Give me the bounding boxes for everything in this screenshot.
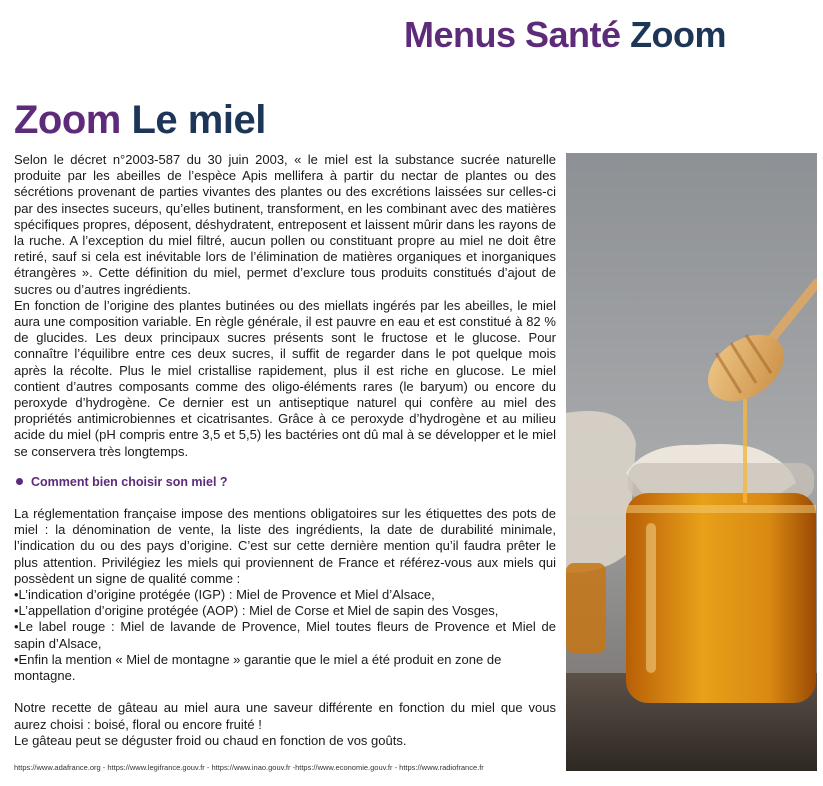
paragraph-degustation: Le gâteau peut se déguster froid ou chaud en fonction de vos goûts. <box>14 732 407 748</box>
title-zoom: Zoom <box>14 98 121 142</box>
bullet-label-rouge: •Le label rouge : Miel de lavande de Provence, Miel toutes fleurs de Provence et Miel de sapin d’Alsace, <box>14 619 556 651</box>
honey-drip <box>743 393 747 503</box>
sources-footnote: https://www.adafrance.org - https://www.legifrance.gouv.fr - https://www.inao.gouv.fr -https://www.economie.gouv.fr - https://www.radiofrance.fr <box>14 763 484 772</box>
jar-highlight <box>626 505 816 513</box>
header-menus-sante: Menus Santé <box>404 14 621 55</box>
bullet-dot-icon <box>16 478 23 485</box>
bullet-montagne: •Enfin la mention « Miel de montagne » garantie que le miel a été produit en zone de montagne. <box>14 651 502 684</box>
article-title <box>14 98 266 143</box>
article-body <box>14 152 556 749</box>
paragraph-recette: Notre recette de gâteau au miel aura une saveur différente en fonction du miel que vous aurez choisi : boisé, floral ou encore fruité ! <box>14 700 556 732</box>
header-zoom: Zoom <box>630 14 727 55</box>
paragraph-definition: Selon le décret n°2003-587 du 30 juin 2003, « le miel est la substance sucrée naturelle produite par les abeilles de l’espèce Apis mellifera à partir du nectar de plantes ou des sécrétions provenant de parties vivantes des plantes ou des excrétions laissées sur celles-ci par des insectes suceurs, qu’elles butinent, transforment, en les combinant avec des matières spécifiques propres, déposent, déshydratent, entreposent et laissent mûrir dans les rayons de la ruche. A l’exception du miel filtré, aucun pollen ou constituant propre au miel ne doit être retiré, sauf si cela est inévitable lors de l’élimination de matières organiques et inorganiques étrangères ». Cette définition du miel, permet d’exclure tous produits constitués d’ajout de sucres ou d’autres ingrédients. <box>14 152 556 297</box>
section-heading <box>14 474 556 490</box>
honey-jar-photo <box>566 153 817 771</box>
bullet-igp: •L’indication d’origine protégée (IGP) : Miel de Provence et Miel d’Alsace, <box>14 587 435 603</box>
paragraph-composition: En fonction de l’origine des plantes butinées ou des miellats ingérés par les abeilles, le miel aura une composition variable. En règle générale, il est pauvre en eau et est constitué à 82 % de glucides. Les deux principaux sucres présents sont le fructose et le glucose. Pour connaître l’équilibre entre ces deux sucres, il suffit de regarder dans le pot quelque mois après la récolte. Plus le miel cristallise rapidement, plus il est riche en glucose. Le miel contient d’autres composants comme des oligo-éléments rares (le baryum) ou encore du peroxyde d’hydrogène. Ce dernier est un antiseptique naturel qui confère au miel des propriétés antimicrobiennes et cicatrisantes. Grâce à ce peroxyde d’hydrogène et au milieu acide du miel (pH compris entre 3,5 et 5,5) les bactéries ont dû mal à se développer et le miel se conservera très longtemps. <box>14 297 556 459</box>
bullet-aop: •L’appellation d’origine protégée (AOP) : Miel de Corse et Miel de sapin des Vosges, <box>14 603 499 619</box>
title-le-miel: Le miel <box>131 98 266 142</box>
glass-reflection <box>646 523 656 673</box>
background-jar <box>566 563 606 653</box>
section-title: Comment bien choisir son miel ? <box>31 474 228 489</box>
page-header <box>404 14 726 56</box>
paragraph-reglementation: La réglementation française impose des mentions obligatoires sur les étiquettes des pots de miel : la dénomination de vente, la liste des ingrédients, la date de durabilité minimale, l’indication du ou des pays d’origine. C’est sur cette dernière mention qu’il faudra prêter le plus attention. Privilégiez les miels qui proviennent de France et référez-vous aux miels qui possèdent un signe de qualité comme : <box>14 506 556 586</box>
cloth-cover <box>566 411 636 573</box>
